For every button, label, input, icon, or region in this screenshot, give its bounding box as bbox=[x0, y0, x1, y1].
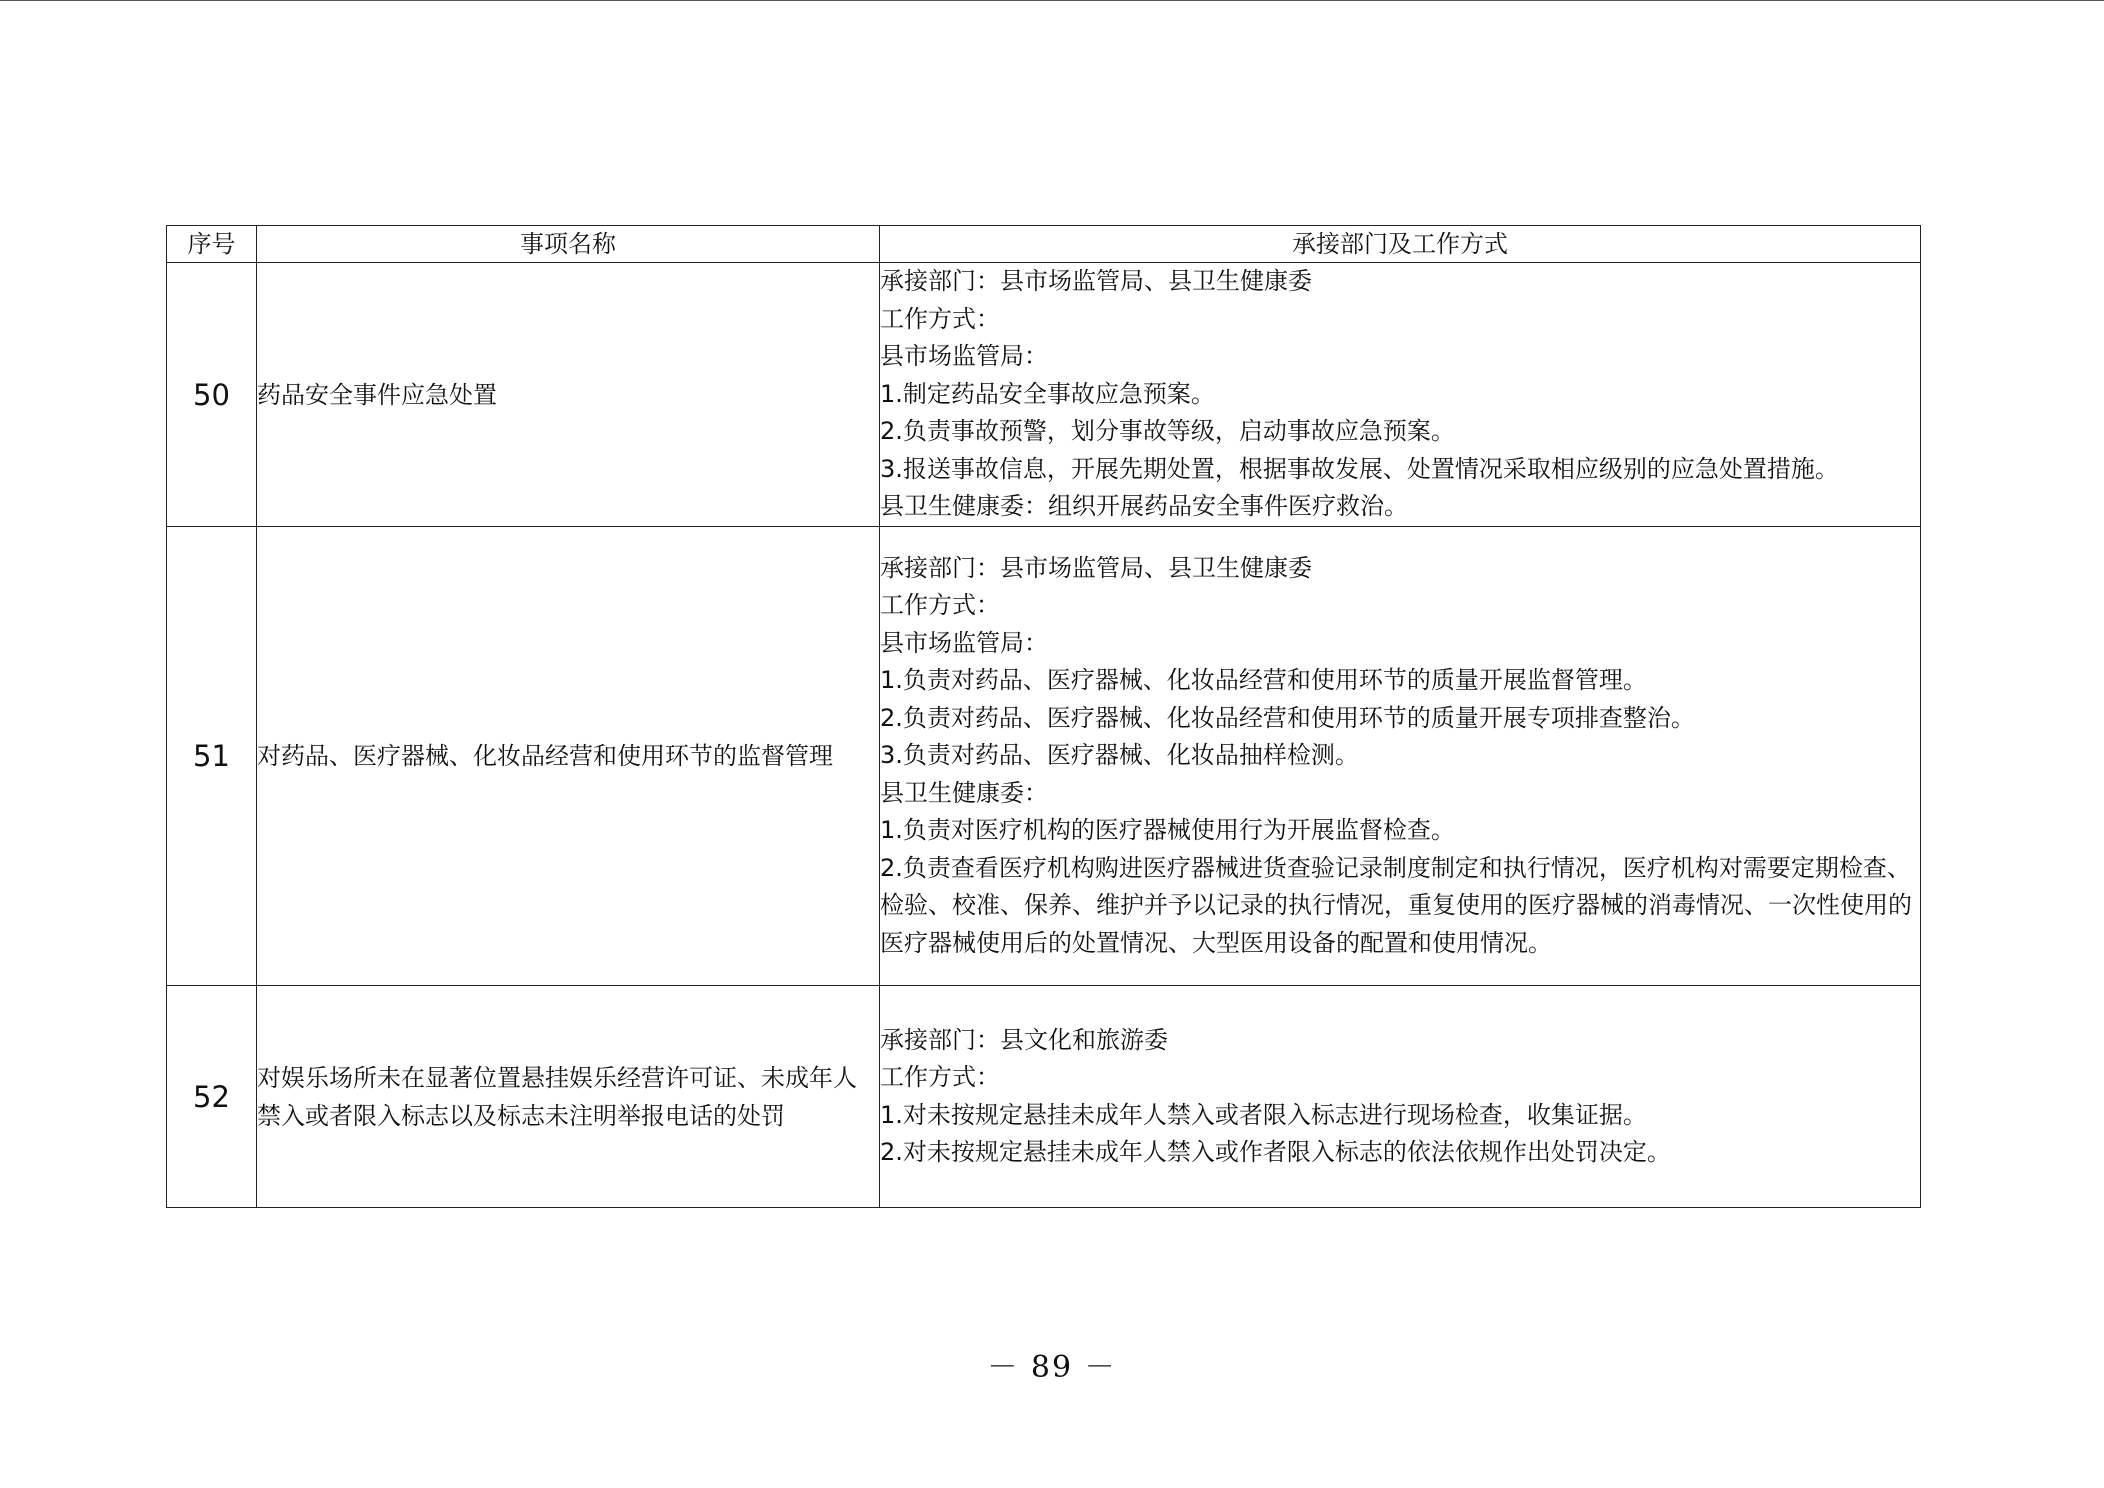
work-line: 2.负责事故预警，划分事故等级，启动事故应急预案。 bbox=[880, 417, 1455, 446]
work-paragraph: 2.负责查看医疗机构购进医疗器械进货查验记录制度制定和执行情况，医疗机构对需要定期检查、检验、校准、保养、维护并予以记录的执行情况，重复使用的医疗器械的消毒情况、一次性使用的医疗器械使用后的处置情况、大型医用设备的配置和使用情况。 bbox=[880, 853, 1912, 957]
row-dept-work bbox=[880, 263, 1921, 527]
work-line: 承接部门：县文化和旅游委 bbox=[880, 1025, 1168, 1054]
row-seq: 51 bbox=[167, 527, 257, 986]
work-line: 1.制定药品安全事故应急预案。 bbox=[880, 379, 1215, 408]
page-top-rule bbox=[0, 0, 2104, 1]
row-name: 药品安全事件应急处置 bbox=[257, 263, 880, 527]
header-seq: 序号 bbox=[167, 226, 257, 263]
work-line: 县市场监管局： bbox=[880, 342, 1048, 371]
work-line: 承接部门：县市场监管局、县卫生健康委 bbox=[880, 267, 1312, 296]
matters-table bbox=[166, 225, 1921, 1208]
work-line: 2.负责对药品、医疗器械、化妆品经营和使用环节的质量开展专项排查整治。 bbox=[880, 703, 1695, 732]
work-line: 1.对未按规定悬挂未成年人禁入或者限入标志进行现场检查，收集证据。 bbox=[880, 1100, 1647, 1129]
row-name: 对娱乐场所未在显著位置悬挂娱乐经营许可证、未成年人禁入或者限入标志以及标志未注明举报电话的处罚 bbox=[257, 986, 880, 1208]
work-line: 工作方式： bbox=[880, 591, 1000, 620]
table-row bbox=[167, 986, 1921, 1208]
table-row bbox=[167, 263, 1921, 527]
work-line: 县卫生健康委： bbox=[880, 778, 1048, 807]
page-number: － 89 － bbox=[987, 1350, 1117, 1385]
table-row bbox=[167, 527, 1921, 986]
work-line: 1.负责对药品、医疗器械、化妆品经营和使用环节的质量开展监督管理。 bbox=[880, 666, 1647, 695]
row-name: 对药品、医疗器械、化妆品经营和使用环节的监督管理 bbox=[257, 527, 880, 986]
work-line: 县市场监管局： bbox=[880, 628, 1048, 657]
row-dept-work bbox=[880, 527, 1921, 986]
header-name: 事项名称 bbox=[257, 226, 880, 263]
work-line: 2.对未按规定悬挂未成年人禁入或作者限入标志的依法依规作出处罚决定。 bbox=[880, 1138, 1671, 1166]
row-seq: 52 bbox=[167, 986, 257, 1208]
work-line: 承接部门：县市场监管局、县卫生健康委 bbox=[880, 553, 1312, 582]
work-line: 3.负责对药品、医疗器械、化妆品抽样检测。 bbox=[880, 741, 1359, 770]
work-line: 1.负责对医疗机构的医疗器械使用行为开展监督检查。 bbox=[880, 816, 1455, 845]
work-line: 工作方式： bbox=[880, 304, 1000, 333]
row-seq: 50 bbox=[167, 263, 257, 527]
header-dept-work: 承接部门及工作方式 bbox=[880, 226, 1921, 263]
work-line: 县卫生健康委：组织开展药品安全事件医疗救治。 bbox=[880, 492, 1408, 521]
work-line: 3.报送事故信息，开展先期处置，根据事故发展、处置情况采取相应级别的应急处置措施。 bbox=[880, 454, 1839, 483]
row-dept-work bbox=[880, 986, 1921, 1208]
table-header-row bbox=[167, 226, 1921, 263]
work-line: 工作方式： bbox=[880, 1063, 1000, 1091]
